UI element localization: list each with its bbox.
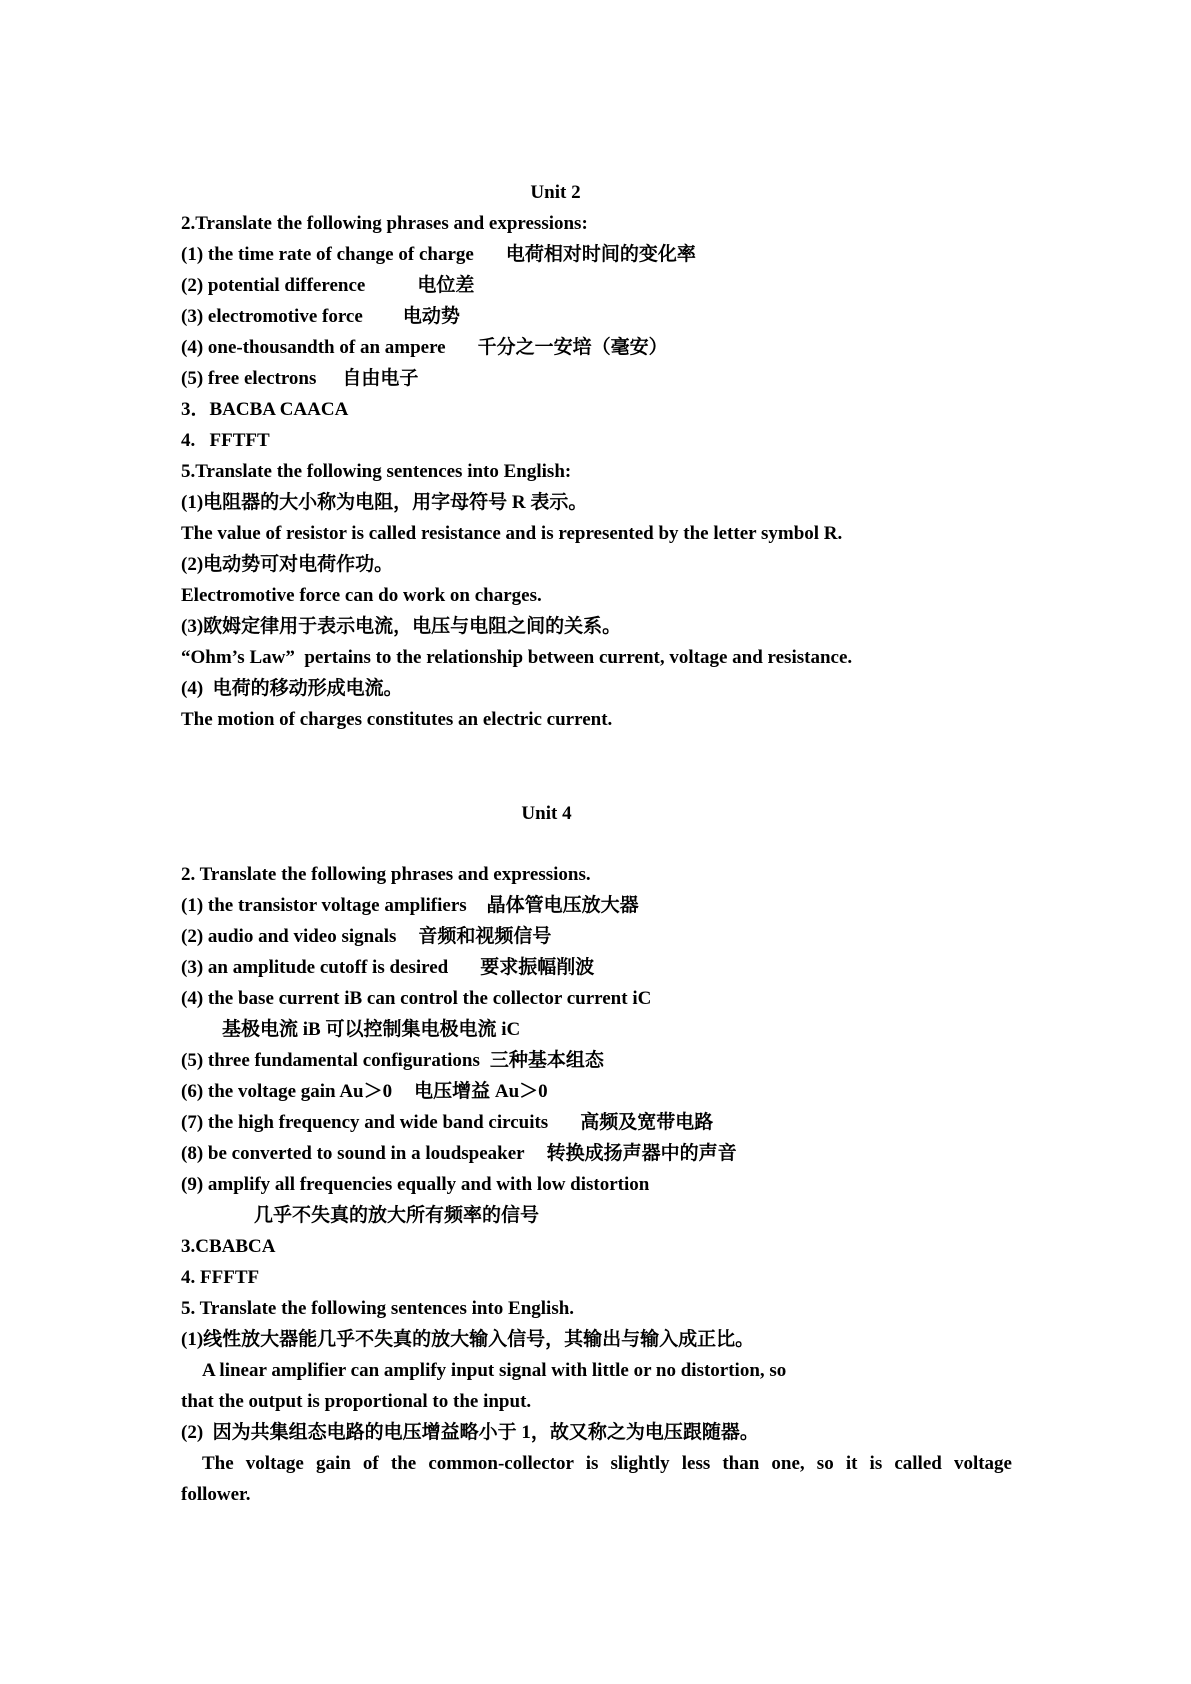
unit2-q4-answers: 4. FFTFT	[181, 430, 270, 451]
phrase-en: (4) one-thousandth of an ampere	[181, 337, 446, 358]
unit2-phrase-4	[181, 335, 668, 361]
unit4-sentence-1-en-line2: that the output is proportional to the input.	[181, 1391, 532, 1412]
phrase-en: (5) three fundamental configurations	[181, 1050, 480, 1071]
phrase-cn: 自由电子	[342, 368, 419, 389]
unit4-sentence-1-en-line1: A linear amplifier can amplify input signal with little or no distortion, so	[202, 1360, 787, 1381]
unit2-title: Unit 2	[530, 182, 581, 203]
phrase-cn: 转换成扬声器中的声音	[546, 1143, 737, 1164]
phrase-cn: 电动势	[402, 306, 460, 327]
unit4-phrase-1	[181, 893, 639, 919]
unit2-sentence-1-cn: (1)电阻器的大小称为电阻，用字母符号 R 表示。	[181, 492, 588, 513]
unit2-phrase-1	[181, 242, 696, 268]
unit4-q2-heading: 2. Translate the following phrases and expressions.	[181, 864, 591, 885]
unit2-phrase-2	[181, 273, 474, 299]
phrase-en: (2) audio and video signals	[181, 926, 397, 947]
unit2-sentence-2-cn: (2)电动势可对电荷作功。	[181, 554, 394, 575]
phrase-cn: 电荷相对时间的变化率	[505, 244, 696, 265]
unit4-sentence-2-en-line2: follower.	[181, 1484, 251, 1505]
unit4-sentence-1-cn: (1)线性放大器能几乎不失真的放大输入信号，其输出与输入成正比。	[181, 1329, 755, 1350]
phrase-en: (1) the time rate of change of charge	[181, 244, 474, 265]
unit4-phrase-4-en: (4) the base current iB can control the collector current iC	[181, 988, 652, 1009]
unit4-phrase-7	[181, 1110, 713, 1136]
phrase-cn: 高频及宽带电路	[580, 1112, 714, 1133]
phrase-cn: 电位差	[417, 275, 475, 296]
unit4-phrase-9-en: (9) amplify all frequencies equally and with low distortion	[181, 1174, 650, 1195]
phrase-en: (2) potential difference	[181, 275, 366, 296]
unit4-phrase-2	[181, 924, 551, 950]
phrase-cn: 千分之一安培（毫安）	[477, 337, 668, 358]
unit2-q5-heading: 5.Translate the following sentences into English:	[181, 461, 572, 482]
phrase-en: (7) the high frequency and wide band circuits	[181, 1112, 549, 1133]
unit4-q3-answers: 3.CBABCA	[181, 1236, 276, 1257]
phrase-cn: 三种基本组态	[489, 1050, 604, 1071]
unit4-phrase-8	[181, 1141, 737, 1167]
phrase-en: (3) electromotive force	[181, 306, 363, 327]
phrase-en: (1) the transistor voltage amplifiers	[181, 895, 467, 916]
unit2-q3-answers: 3．BACBA CAACA	[181, 399, 349, 420]
phrase-cn: 要求振幅削波	[480, 957, 595, 978]
unit2-sentence-1-en: The value of resistor is called resistance and is represented by the letter symbol R.	[181, 523, 843, 544]
unit2-sentence-4-en: The motion of charges constitutes an electric current.	[181, 709, 613, 730]
unit4-phrase-5	[181, 1048, 604, 1074]
unit4-sentence-2-en-line1: The voltage gain of the common-collector is slightly less than one, so it is called voltage	[202, 1453, 1012, 1474]
unit4-phrase-6	[181, 1079, 548, 1105]
phrase-cn: 晶体管电压放大器	[486, 895, 639, 916]
unit2-sentence-2-en: Electromotive force can do work on charges.	[181, 585, 542, 606]
unit4-phrase-4-cn: 基极电流 iB 可以控制集电极电流 iC	[222, 1019, 521, 1040]
unit2-q2-heading: 2.Translate the following phrases and expressions:	[181, 213, 588, 234]
phrase-en: (3) an amplitude cutoff is desired	[181, 957, 449, 978]
phrase-en: (6) the voltage gain Au＞0	[181, 1081, 393, 1102]
unit4-title: Unit 4	[521, 803, 572, 824]
unit4-q5-heading: 5. Translate the following sentences into English.	[181, 1298, 575, 1319]
unit4-q4-answers: 4. FFFTF	[181, 1267, 260, 1288]
unit2-sentence-4-cn: (4) 电荷的移动形成电流。	[181, 678, 403, 699]
unit2-sentence-3-cn: (3)欧姆定律用于表示电流，电压与电阻之间的关系。	[181, 616, 622, 637]
phrase-en: (8) be converted to sound in a loudspeaker	[181, 1143, 525, 1164]
unit2-sentence-3-en: “Ohm’s Law” pertains to the relationship between current, voltage and resistance.	[181, 647, 853, 668]
phrase-cn: 音频和视频信号	[418, 926, 552, 947]
phrase-en: (5) free electrons	[181, 368, 317, 389]
unit2-phrase-5	[181, 366, 418, 392]
phrase-cn: 电压增益 Au＞0	[414, 1081, 548, 1102]
unit2-phrase-3	[181, 304, 460, 330]
unit4-phrase-9-cn: 几乎不失真的放大所有频率的信号	[254, 1205, 540, 1226]
unit4-sentence-2-cn: (2) 因为共集组态电路的电压增益略小于 1，故又称之为电压跟随器。	[181, 1422, 759, 1443]
unit4-phrase-3	[181, 955, 594, 981]
